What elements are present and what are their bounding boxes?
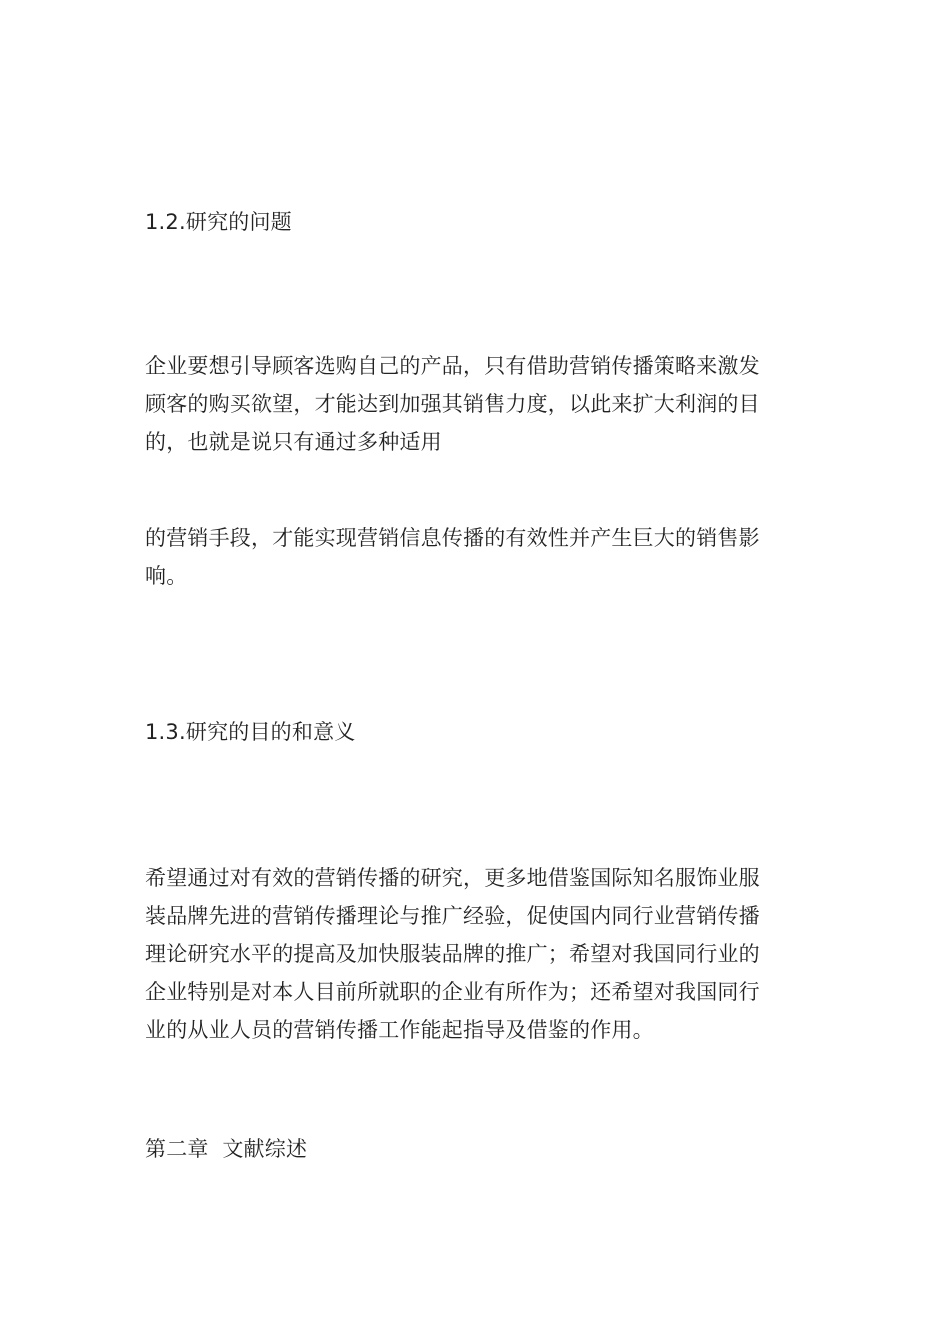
- section-heading-1-2: [145, 207, 807, 237]
- paragraph-line: 顾客的购买欲望，才能达到加强其销售力度，以此来扩大利润的目: [145, 392, 760, 416]
- paragraph-line: 的营销手段，才能实现营销信息传播的有效性并产生巨大的销售影: [145, 526, 760, 550]
- heading-text: 第二章 文献综述: [145, 1137, 308, 1161]
- chapter-heading-2: [145, 1134, 807, 1164]
- section-heading-1-3: [145, 717, 807, 747]
- heading-text: 1.3.研究的目的和意义: [145, 720, 356, 744]
- paragraph-line: 希望通过对有效的营销传播的研究，更多地借鉴国际知名服饰业服: [145, 866, 760, 890]
- paragraph-line: 企业要想引导顾客选购自己的产品，只有借助营销传播策略来激发: [145, 354, 760, 378]
- paragraph-line: 企业特别是对本人目前所就职的企业有所作为；还希望对我国同行: [145, 980, 760, 1004]
- heading-text: 1.2.研究的问题: [145, 210, 292, 234]
- paragraph-research-purpose: [145, 859, 807, 1049]
- paragraph-line: 装品牌先进的营销传播理论与推广经验，促使国内同行业营销传播: [145, 904, 760, 928]
- paragraph-research-problem: [145, 347, 807, 461]
- paragraph-research-problem-continued: [145, 519, 807, 595]
- paragraph-line: 理论研究水平的提高及加快服装品牌的推广；希望对我国同行业的: [145, 942, 760, 966]
- paragraph-line: 的，也就是说只有通过多种适用: [145, 430, 442, 454]
- paragraph-line: 响。: [145, 564, 188, 588]
- paragraph-line: 业的从业人员的营销传播工作能起指导及借鉴的作用。: [145, 1018, 654, 1042]
